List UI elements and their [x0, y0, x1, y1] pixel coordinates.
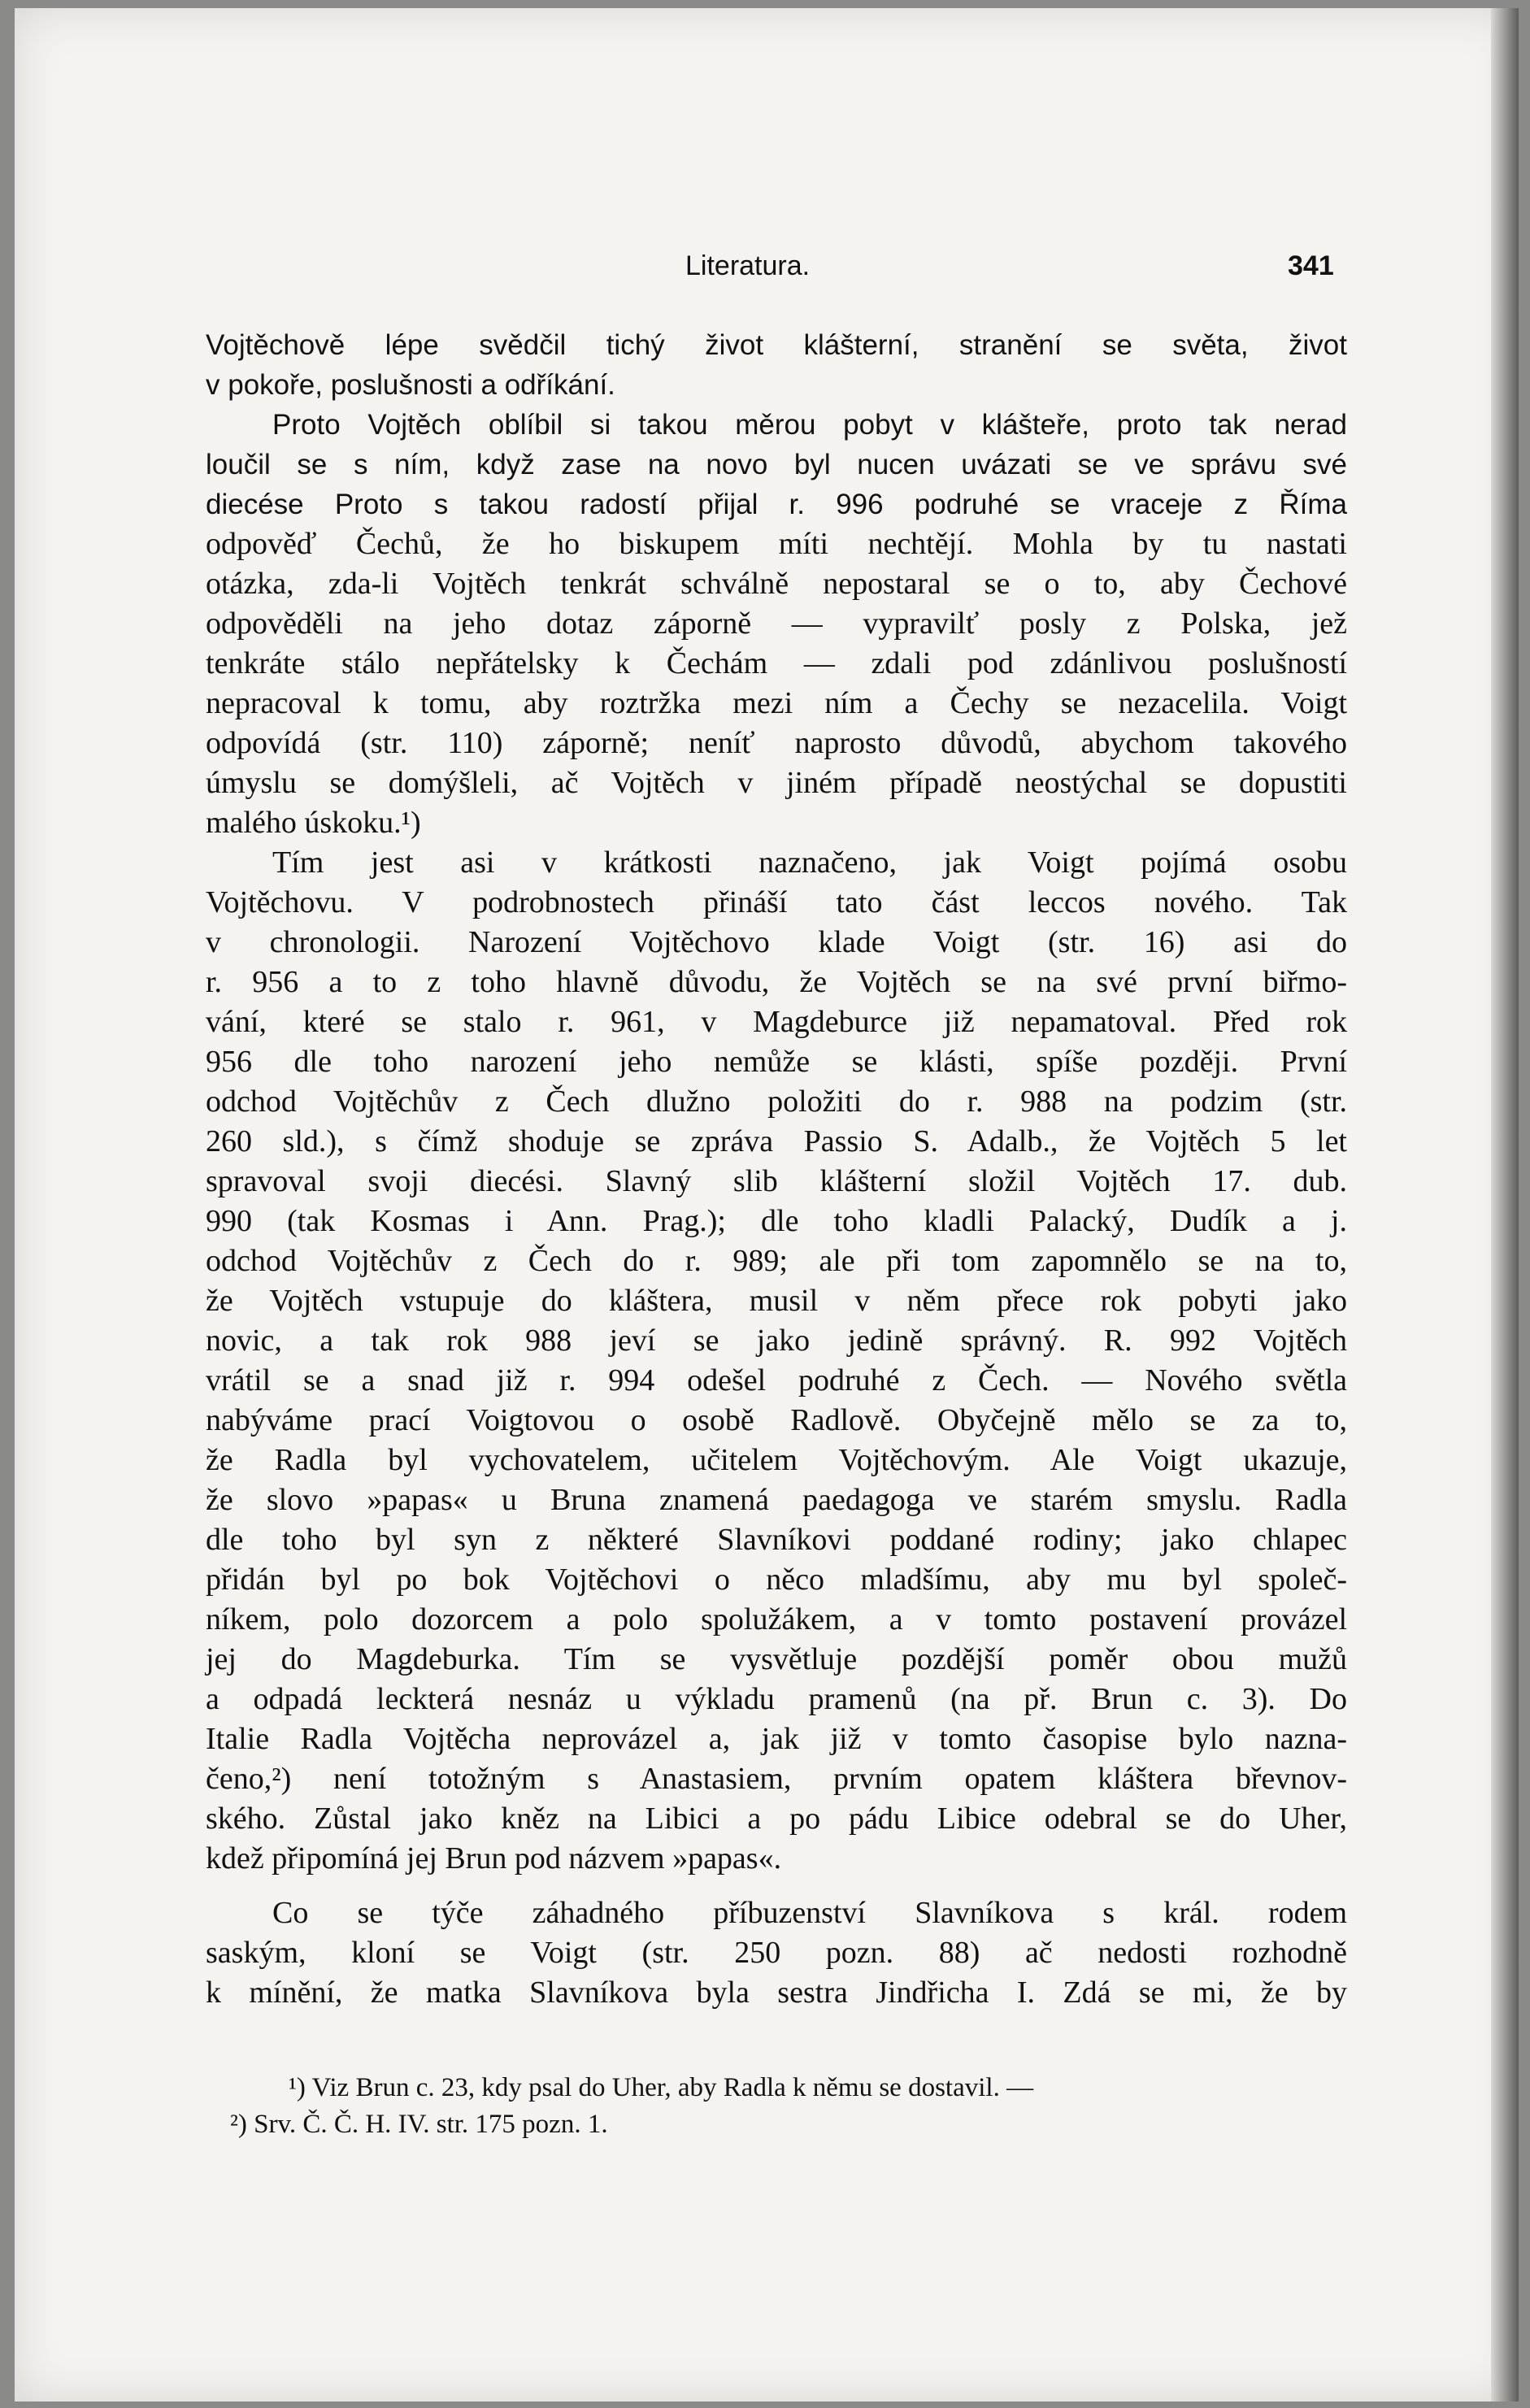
body-line: odpovídá (str. 110) záporně; neníť naprosto důvodů, abychom takového	[206, 726, 1347, 760]
body-line: spravoval svoji diecési. Slavný slib klášterní složil Vojtěch 17. dub.	[206, 1164, 1347, 1198]
footnote-1: ¹) Viz Brun c. 23, kdy psal do Uher, aby Radla k němu se dostavil. —	[289, 2073, 1034, 2102]
body-line: nabýváme prací Voigtovou o osobě Radlově. Obyčejně mělo se za to,	[206, 1403, 1347, 1437]
body-line: v pokoře, poslušnosti a odříkání.	[206, 369, 615, 401]
body-line: diecése Proto s takou radostí přijal r. 996 podruhé se vraceje z Říma	[206, 489, 1347, 520]
body-line: otázka, zda-li Vojtěch tenkrát schválně nepostaral se o to, aby Čechové	[206, 567, 1347, 601]
body-line: 990 (tak Kosmas i Ann. Prag.); dle toho kladli Palacký, Dudík a j.	[206, 1204, 1347, 1238]
body-line: Proto Vojtěch oblíbil si takou měrou pobyt v klášteře, proto tak nerad	[272, 409, 1347, 441]
body-line: malého úskoku.¹)	[206, 806, 421, 840]
body-line: v chronologii. Narození Vojtěchovo klade Voigt (str. 16) asi do	[206, 925, 1347, 959]
footnotes	[230, 2070, 1347, 2143]
body-line: nepracoval k tomu, aby roztržka mezi ním a Čechy se nezacelila. Voigt	[206, 686, 1347, 720]
body-line: odchod Vojtěchův z Čech dlužno položiti do r. 988 na podzim (str.	[206, 1084, 1347, 1119]
running-title: Literatura.	[685, 250, 811, 281]
body-line: čeno,²) není totožným s Anastasiem, prvním opatem kláštera břevnov-	[206, 1762, 1347, 1796]
body-line: ského. Zůstal jako kněz na Libici a po pádu Libice odebral se do Uher,	[206, 1802, 1347, 1836]
body-line: odpověděli na jeho dotaz záporně — vypravilť posly z Polska, jež	[206, 606, 1347, 641]
body-line: Co se týče záhadného příbuzenství Slavníkova s král. rodem	[272, 1896, 1347, 1930]
body-line: saským, kloní se Voigt (str. 250 pozn. 88) ač nedosti rozhodně	[206, 1936, 1347, 1970]
body-line: loučil se s ním, když zase na novo byl nucen uvázati se ve správu své	[206, 449, 1347, 480]
body-line: že Radla byl vychovatelem, učitelem Vojtěchovým. Ale Voigt ukazuje,	[206, 1443, 1347, 1477]
body-line: odchod Vojtěchův z Čech do r. 989; ale při tom zapomnělo se na to,	[206, 1244, 1347, 1278]
running-header	[15, 250, 1519, 288]
body-line: vrátil se a snad již r. 994 odešel podruhé z Čech. — Nového světla	[206, 1363, 1347, 1397]
body-line: r. 956 a to z toho hlavně důvodu, že Vojtěch se na své první biřmo-	[206, 965, 1347, 999]
scanned-page	[15, 8, 1519, 2401]
body-line: Italie Radla Vojtěcha neprovázel a, jak již v tomto časopise bylo nazna-	[206, 1722, 1347, 1756]
page-edge-shadow	[1491, 8, 1519, 2401]
body-line: níkem, polo dozorcem a polo spolužákem, a v tomto postavení provázel	[206, 1602, 1347, 1636]
body-line: k mínění, že matka Slavníkova byla sestra Jindřicha I. Zdá se mi, že by	[206, 1976, 1347, 2010]
body-line: novic, a tak rok 988 jeví se jako jedině správný. R. 992 Vojtěch	[206, 1324, 1347, 1358]
body-line: vání, které se stalo r. 961, v Magdeburce již nepamatoval. Před rok	[206, 1005, 1347, 1039]
body-text	[206, 325, 1347, 2013]
body-line: Vojtěchově lépe svědčil tichý život klášterní, stranění se světa, život	[206, 329, 1347, 361]
body-line: úmyslu se domýšleli, ač Vojtěch v jiném případě neostýchal se dopustiti	[206, 766, 1347, 800]
body-line: Tím jest asi v krátkosti naznačeno, jak Voigt pojímá osobu	[272, 845, 1347, 880]
body-line: 956 dle toho narození jeho nemůže se klásti, spíše později. První	[206, 1045, 1347, 1079]
body-line: tenkráte stálo nepřátelsky k Čechám — zdali pod zdánlivou poslušností	[206, 646, 1347, 680]
body-line: dle toho byl syn z některé Slavníkovi poddané rodiny; jako chlapec	[206, 1523, 1347, 1557]
footnote-2: ²) Srv. Č. Č. H. IV. str. 175 pozn. 1.	[230, 2110, 608, 2139]
body-line: že slovo »papas« u Bruna znamená paedagoga ve starém smyslu. Radla	[206, 1483, 1347, 1517]
body-line: přidán byl po bok Vojtěchovi o něco mladšímu, aby mu byl společ-	[206, 1563, 1347, 1597]
body-line: jej do Magdeburka. Tím se vysvětluje pozdější poměr obou mužů	[206, 1642, 1347, 1676]
body-line: že Vojtěch vstupuje do kláštera, musil v něm přece rok pobyti jako	[206, 1284, 1347, 1318]
body-line: 260 sld.), s čímž shoduje se zpráva Passio S. Adalb., že Vojtěch 5 let	[206, 1124, 1347, 1158]
body-line: odpověď Čechů, že ho biskupem míti nechtějí. Mohla by tu nastati	[206, 527, 1347, 561]
body-line: kdež připomíná jej Brun pod názvem »papas«.	[206, 1841, 782, 1876]
body-line: Vojtěchovu. V podrobnostech přináší tato část leccos nového. Tak	[206, 885, 1347, 919]
body-line: a odpadá leckterá nesnáz u výkladu pramenů (na př. Brun c. 3). Do	[206, 1682, 1347, 1716]
page-number: 341	[1288, 250, 1334, 281]
